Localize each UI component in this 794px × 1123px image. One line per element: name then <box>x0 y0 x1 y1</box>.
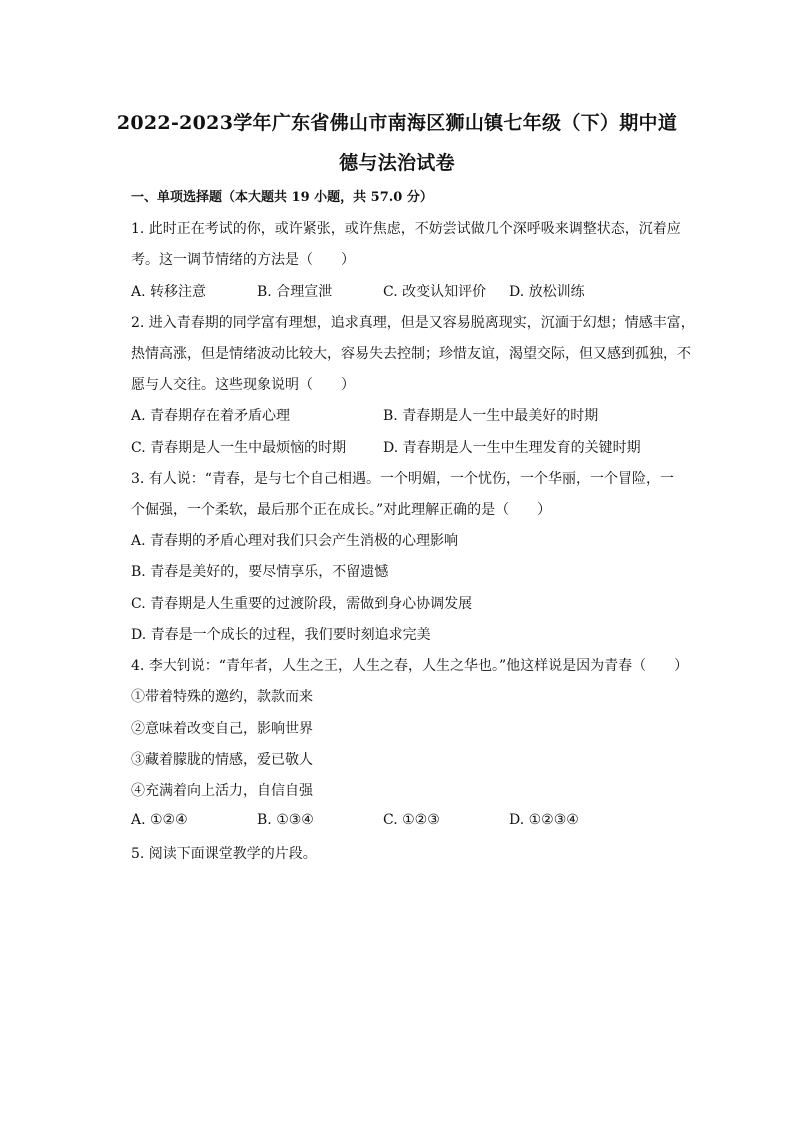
q4-option-d: D. ①②③④ <box>509 812 579 828</box>
q2-option-a: A. 青春期存在着矛盾心理 <box>131 408 291 424</box>
q4-option-a: A. ①②④ <box>131 812 188 828</box>
q4-item-3: ③藏着朦胧的情感，爱已敬人 <box>131 752 313 768</box>
q1-stem-line2: 考。这一调节情绪的方法是（ ） <box>131 252 355 268</box>
q3-option-c: C. 青春期是人生重要的过渡阶段，需做到身心协调发展 <box>131 596 473 612</box>
exam-title-line2: 德与法治试卷 <box>339 152 455 174</box>
q2-stem-line2: 热情高涨，但是情绪波动比较大，容易失去控制；珍惜友谊，渴望交际，但又感到孤独，不 <box>131 346 691 362</box>
q2-stem-line1: 2. 进入青春期的同学富有理想，追求真理，但是又容易脱离现实，沉湎于幻想；情感丰富， <box>131 315 695 331</box>
q4-stem-line1: 4. 李大钊说：“青年者，人生之王，人生之春，人生之华也。”他这样说是因为青春（ ） <box>131 658 689 674</box>
q1-stem-line1: 1. 此时正在考试的你，或许紧张，或许焦虑，不妨尝试做几个深呼吸来调整状态，沉着应 <box>131 221 681 237</box>
q3-option-a: A. 青春期的矛盾心理对我们只会产生消极的心理影响 <box>131 533 459 549</box>
q3-option-b: B. 青春是美好的，要尽情享乐，不留遗憾 <box>131 564 389 580</box>
q3-stem-line2: 个倔强，一个柔软，最后那个正在成长。”对此理解正确的是（ ） <box>131 502 552 518</box>
q2-option-c: C. 青春期是人一生中最烦恼的时期 <box>131 440 347 456</box>
q2-stem-line3: 愿与人交往。这些现象说明（ ） <box>131 377 355 393</box>
q1-option-d: D. 放松训练 <box>509 284 585 300</box>
q4-item-1: ①带着特殊的邀约，款款而来 <box>131 689 313 705</box>
q4-option-b: B. ①③④ <box>257 812 314 828</box>
q5-stem-line1: 5. 阅读下面课堂教学的片段。 <box>131 846 317 862</box>
q1-option-a: A. 转移注意 <box>131 284 207 300</box>
q3-stem-line1: 3. 有人说：“青春，是与七个自己相遇。一个明媚，一个忧伤，一个华丽，一个冒险，一 <box>131 471 674 487</box>
exam-title-line1: 2022-2023学年广东省佛山市南海区狮山镇七年级（下）期中道 <box>116 112 678 134</box>
q2-option-d: D. 青春期是人一生中生理发育的关键时期 <box>383 440 641 456</box>
q1-option-b: B. 合理宣泄 <box>257 284 333 300</box>
q4-item-4: ④充满着向上活力，自信自强 <box>131 783 313 799</box>
section-heading: 一、单项选择题（本大题共 19 小题，共 57.0 分） <box>131 190 433 205</box>
q2-option-b: B. 青春期是人一生中最美好的时期 <box>383 408 599 424</box>
q4-option-c: C. ①②③ <box>383 812 440 828</box>
q4-item-2: ②意味着改变自己，影响世界 <box>131 721 313 737</box>
q1-option-c: C. 改变认知评价 <box>383 284 487 300</box>
q3-option-d: D. 青春是一个成长的过程，我们要时刻追求完美 <box>131 627 431 643</box>
